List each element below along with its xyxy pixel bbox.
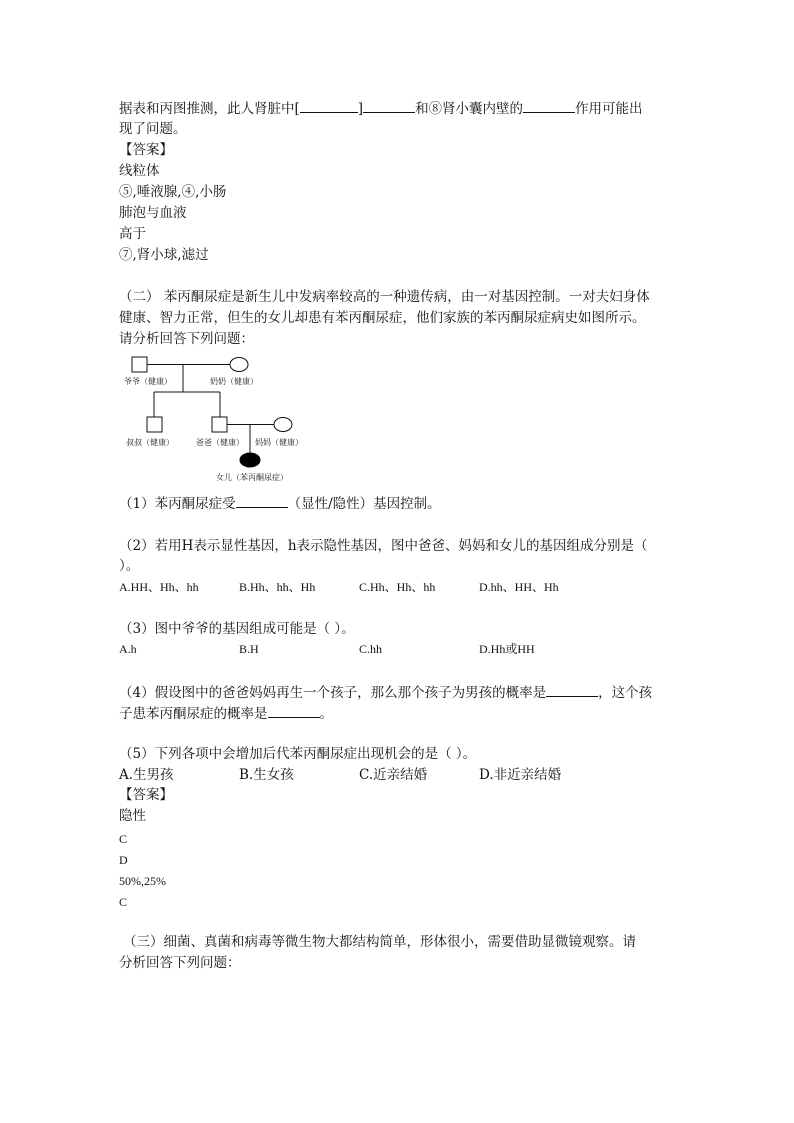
answer-item: ⑦,肾小球,滤过 xyxy=(119,247,209,263)
mother-label: 妈妈（健康） xyxy=(255,438,303,447)
question-4-line2: 子患苯丙酮尿症的概率是 。 xyxy=(119,706,333,722)
part1-line2: 现了问题。 xyxy=(119,121,187,137)
answer-item: ⑤,唾液腺,④,小肠 xyxy=(119,184,227,200)
blank-q4-boy xyxy=(546,683,598,697)
question-5: （5）下列各项中会增加后代苯丙酮尿症出现机会的是（ ）。 xyxy=(119,746,477,762)
blank-q4-disease xyxy=(268,704,320,718)
part1-line1: 据表和丙图推测，此人肾脏中[ ] 和⑧肾小囊内壁的 作用可能出 xyxy=(119,101,643,117)
father-label: 爸爸（健康） xyxy=(196,438,244,447)
q3-option-b: B.H xyxy=(239,642,259,656)
answer-item: 50%,25% xyxy=(119,874,166,888)
mother-symbol xyxy=(274,418,292,432)
part3-intro-line1: （三）细菌、真菌和病毒等微生物大都结构简单，形体很小，需要借助显微镜观察。请 xyxy=(123,934,636,950)
part2-intro-line2: 健康、智力正常，但生的女儿却患有苯丙酮尿症，他们家族的苯丙酮尿症病史如图所示。 xyxy=(119,310,646,326)
blank-q1 xyxy=(236,494,288,508)
father-symbol xyxy=(212,417,227,432)
part2-intro-line3: 请分析回答下列问题： xyxy=(119,331,254,347)
q2-option-b: B.Hh、hh、Hh xyxy=(239,580,316,594)
grandpa-label: 爷爷（健康） xyxy=(124,377,172,386)
answer-item: C xyxy=(119,832,128,846)
answer-item: 线粒体 xyxy=(119,163,160,179)
daughter-affected-symbol xyxy=(240,453,260,467)
answer-item: 肺泡与血液 xyxy=(119,205,187,221)
question-3: （3）图中爷爷的基因组成可能是（ ）。 xyxy=(119,621,355,637)
pedigree-diagram xyxy=(110,350,340,485)
question-1: （1）苯丙酮尿症受 （显性/隐性）基因控制。 xyxy=(119,496,441,512)
answer-header: 【答案】 xyxy=(119,787,173,803)
q3-option-d: D.Hh或HH xyxy=(479,642,535,656)
grandma-label: 奶奶（健康） xyxy=(210,377,258,386)
q2-option-c: C.Hh、Hh、hh xyxy=(359,580,436,594)
part3-intro-line2: 分析回答下列问题： xyxy=(119,955,241,971)
answer-item: D xyxy=(119,853,128,867)
q2-option-a: A.HH、Hh、hh xyxy=(119,580,199,594)
grandma-symbol xyxy=(230,358,248,372)
uncle-label: 叔叔（健康） xyxy=(126,438,174,447)
blank-function xyxy=(523,99,575,113)
question-2-line1: （2）若用H表示显性基因，h表示隐性基因，图中爸爸、妈妈和女儿的基因组成分别是（ xyxy=(119,538,648,554)
q3-option-a: A.h xyxy=(119,642,137,656)
question-2-line2: ）。 xyxy=(119,558,140,574)
answer-item: C xyxy=(119,895,128,909)
blank-bracket xyxy=(300,99,358,113)
grandpa-symbol xyxy=(132,357,147,372)
q5-option-d: D.非近亲结婚 xyxy=(479,767,562,783)
q2-option-d: D.hh、HH、Hh xyxy=(479,580,559,594)
answer-item: 隐性 xyxy=(119,808,146,824)
q5-option-a: A.生男孩 xyxy=(119,767,174,783)
question-4-line1: （4）假设图中的爸爸妈妈再生一个孩子，那么那个孩子为男孩的概率是 ，这个孩 xyxy=(119,685,653,701)
part2-intro-line1: （二） 苯丙酮尿症是新生儿中发病率较高的一种遗传病，由一对基因控制。一对夫妇身体 xyxy=(119,289,650,305)
q5-option-c: C.近亲结婚 xyxy=(359,767,428,783)
q3-option-c: C.hh xyxy=(359,642,383,656)
blank-structure xyxy=(363,99,415,113)
q5-option-b: B.生女孩 xyxy=(239,767,294,783)
answer-item: 高于 xyxy=(119,226,146,242)
uncle-symbol xyxy=(147,417,162,432)
answer-header: 【答案】 xyxy=(119,142,173,158)
daughter-label: 女儿（苯丙酮尿症） xyxy=(216,473,288,482)
